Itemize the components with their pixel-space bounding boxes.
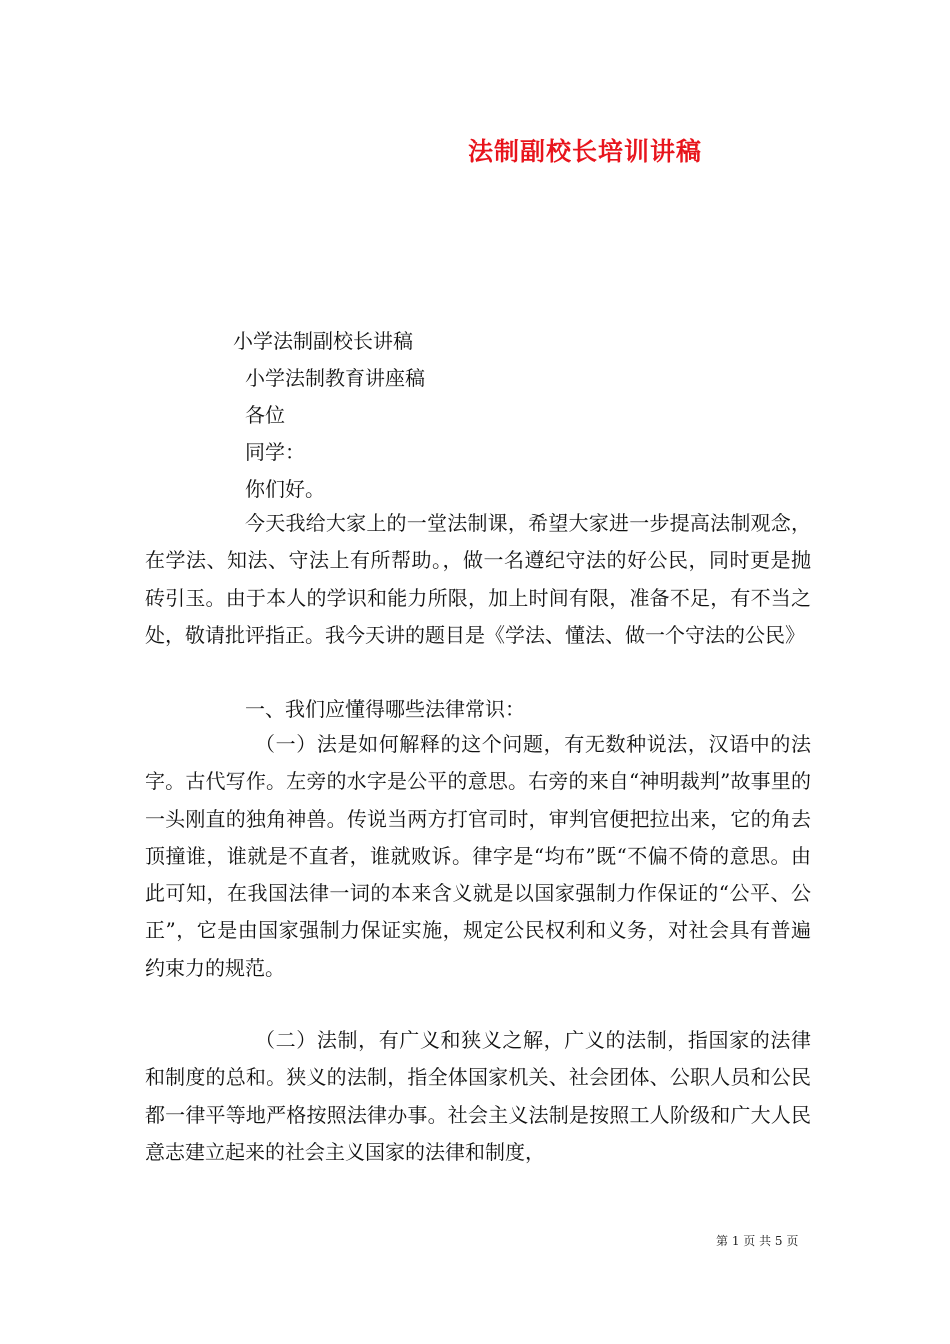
paragraph-law-definition: （一）法是如何解释的这个问题，有无数种说法，汉语中的法字。古代写作。左旁的水字是公平的意思。右旁的来自“神明裁判”故事里的一头刚直的独角神兽。传说当两方打官司时，审判官便把拉出来，它的角去顶撞谁，谁就是不直者，谁就败诉。律字是“均布”既“不偏不倚的意思。由此可知，在我国法律一词的本来含义就是以国家强制力作保证的“公平、公正”，它是由国家强制力保证实施，规定公民权利和义务，对社会具有普遍约束力的规范。 [145,732,811,980]
subtitle-line-1: 小学法制副校长讲稿 [233,329,413,353]
subtitle-line-2: 小学法制教育讲座稿 [245,366,425,390]
paragraph-legal-system: （二）法制，有广义和狭义之解，广义的法制，指国家的法律和制度的总和。狭义的法制，指全体国家机关、社会团体、公职人员和公民都一律平等地严格按照法律办事。社会主义法制是按照工人阶级和广大人民意志建立起来的社会主义国家的法律和制度， [145,1028,811,1164]
page-number: 第 1 页 共 5 页 [716,1234,799,1248]
greeting-line-3: 你们好。 [245,477,325,501]
greeting-line-2: 同学： [245,440,305,464]
section-heading: 一、我们应懂得哪些法律常识： [245,697,525,721]
document-title: 法制副校长培训讲稿 [468,137,703,166]
paragraph-intro: 今天我给大家上的一堂法制课，希望大家进一步提高法制观念，在学法、知法、守法上有所帮助。，做一名遵纪守法的好公民，同时更是抛砖引玉。由于本人的学识和能力所限，加上时间有限，准备不足，有不当之处，敬请批评指正。我今天讲的题目是《学法、懂法、做一个守法的公民》 [145,511,811,647]
greeting-line-1: 各位 [245,403,285,427]
